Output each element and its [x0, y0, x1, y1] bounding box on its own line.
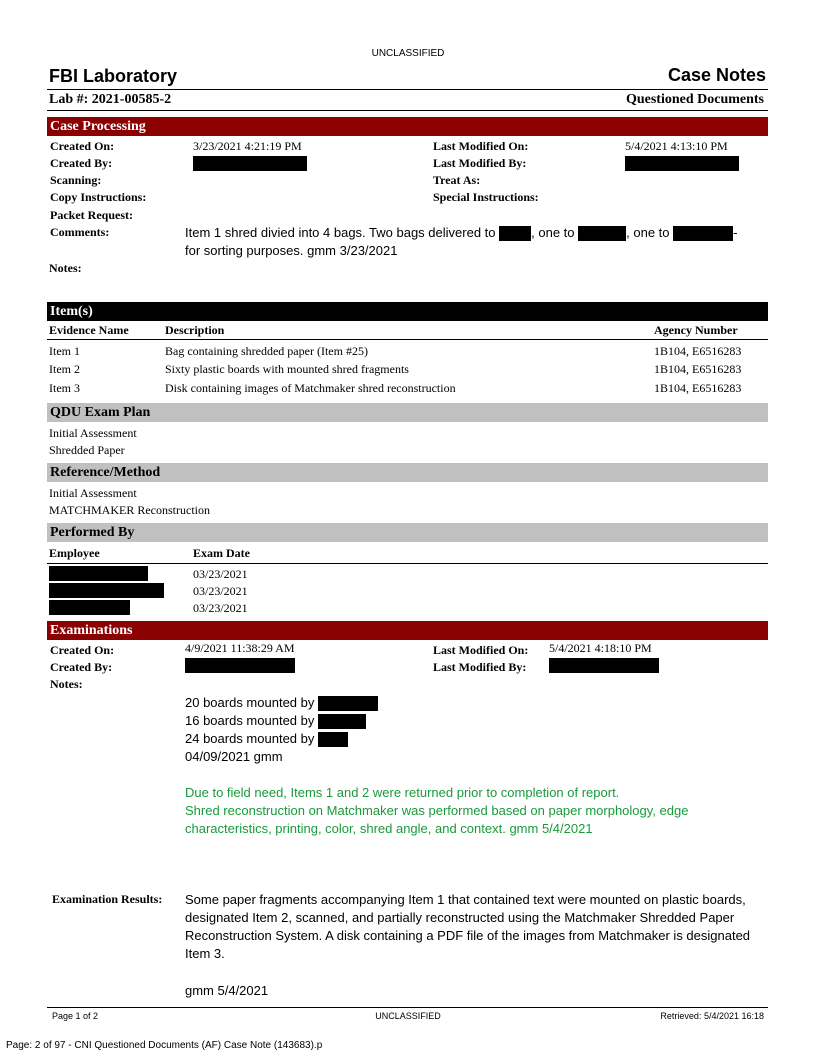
table-row-description: Sixty plastic boards with mounted shred fragments	[165, 362, 409, 376]
board-text: 24 boards mounted by	[185, 731, 315, 746]
created-by-label: Created By:	[50, 156, 113, 170]
redaction	[49, 566, 148, 581]
special-instructions-label: Special Instructions:	[433, 190, 539, 204]
table-row-name: Item 3	[49, 381, 80, 395]
packet-request-label: Packet Request:	[50, 208, 133, 222]
examinations-header: Examinations	[47, 621, 768, 640]
table-row-agency: 1B104, E6516283	[654, 362, 742, 376]
redaction	[578, 226, 626, 241]
green-note-line: characteristics, printing, color, shred angle, and context. gmm 5/4/2021	[185, 821, 593, 836]
redaction	[549, 658, 659, 673]
redaction	[193, 156, 307, 171]
comment-part: -	[733, 225, 738, 240]
comments-label: Comments:	[50, 225, 110, 239]
table-row-description: Bag containing shredded paper (Item #25)	[165, 344, 368, 358]
scanning-label: Scanning:	[50, 173, 102, 187]
redaction	[49, 583, 164, 598]
board-line	[185, 712, 366, 730]
items-header: Item(s)	[47, 302, 768, 321]
exam-last-modified-on-label: Last Modified On:	[433, 643, 529, 657]
retrieved-date: Retrieved: 5/4/2021 16:18	[660, 1011, 764, 1021]
redaction	[49, 600, 130, 615]
last-modified-on-label: Last Modified On:	[433, 139, 529, 153]
exam-results-sign: gmm 5/4/2021	[185, 983, 269, 998]
exam-date: 03/23/2021	[193, 567, 248, 581]
table-row-description: Disk containing images of Matchmaker shred reconstruction	[165, 381, 456, 395]
board-line	[185, 694, 378, 712]
board-line	[185, 730, 348, 748]
doc-type-title: Case Notes	[667, 65, 766, 85]
exam-date: 03/23/2021	[193, 584, 248, 598]
copy-instructions-label: Copy Instructions:	[50, 190, 147, 204]
exam-results-label: Examination Results:	[52, 892, 163, 906]
performed-rule	[47, 563, 768, 564]
exam-date: 03/23/2021	[193, 601, 248, 615]
last-modified-on-value: 5/4/2021 4:13:10 PM	[625, 139, 728, 153]
header-rule	[47, 89, 768, 90]
reference-line: Initial Assessment	[49, 486, 137, 500]
created-on-label: Created On:	[50, 139, 115, 153]
exam-plan-header: QDU Exam Plan	[47, 403, 768, 422]
note-date: 04/09/2021 gmm	[185, 749, 283, 764]
green-note-line: Shred reconstruction on Matchmaker was performed based on paper morphology, edge	[185, 803, 689, 818]
classification-top: UNCLASSIFIED	[371, 48, 445, 59]
redaction	[318, 696, 378, 711]
exam-last-modified-on-value: 5/4/2021 4:18:10 PM	[549, 641, 652, 655]
exam-results-line: Reconstruction System. A disk containing a PDF file of the images from Matchmaker is designated	[185, 928, 751, 943]
header-rule-2	[47, 110, 768, 111]
last-modified-by-label: Last Modified By:	[433, 156, 527, 170]
exam-created-on-label: Created On:	[50, 643, 115, 657]
exam-plan-line: Shredded Paper	[49, 443, 125, 457]
table-row-agency: 1B104, E6516283	[654, 344, 742, 358]
items-rule	[47, 339, 768, 340]
case-processing-header: Case Processing	[47, 117, 768, 136]
unit-name: Questioned Documents	[625, 92, 764, 107]
performed-by-header: Performed By	[47, 523, 768, 542]
redaction	[318, 732, 348, 747]
comment-part: Item 1 shred divied into 4 bags. Two bags delivered to	[185, 225, 496, 240]
page-number: Page 1 of 2	[52, 1011, 99, 1021]
exam-last-modified-by-label: Last Modified By:	[433, 660, 527, 674]
redaction	[185, 658, 295, 673]
board-text: 16 boards mounted by	[185, 713, 315, 728]
reference-header: Reference/Method	[47, 463, 768, 482]
viewer-page-label: Page: 2 of 97 - CNI Questioned Documents (AF) Case Note (143683).p	[6, 1040, 323, 1051]
performed-col-employee: Employee	[49, 546, 100, 560]
table-row-name: Item 1	[49, 344, 80, 358]
green-note-line: Due to field need, Items 1 and 2 were returned prior to completion of report.	[185, 785, 620, 800]
exam-notes-label: Notes:	[50, 677, 83, 691]
comments-text	[185, 224, 775, 242]
board-text: 20 boards mounted by	[185, 695, 315, 710]
org-title: FBI Laboratory	[49, 66, 178, 86]
comments-text-line2: for sorting purposes. gmm 3/23/2021	[185, 243, 398, 258]
items-col-description: Description	[165, 323, 225, 337]
exam-created-by-label: Created By:	[50, 660, 113, 674]
exam-results-line: Item 3.	[185, 946, 225, 961]
redaction	[499, 226, 531, 241]
exam-created-on-value: 4/9/2021 11:38:29 AM	[185, 641, 295, 655]
footer-rule	[47, 1007, 768, 1008]
created-on-value: 3/23/2021 4:21:19 PM	[193, 139, 302, 153]
reference-line: MATCHMAKER Reconstruction	[49, 503, 210, 517]
items-col-agency: Agency Number	[654, 323, 738, 337]
exam-plan-line: Initial Assessment	[49, 426, 137, 440]
comment-part: , one to	[626, 225, 670, 240]
table-row-agency: 1B104, E6516283	[654, 381, 742, 395]
redaction	[673, 226, 733, 241]
redaction	[318, 714, 366, 729]
exam-results-line: Some paper fragments accompanying Item 1 that contained text were mounted on plastic boards,	[185, 892, 746, 907]
lab-number: Lab #: 2021-00585-2	[49, 92, 172, 107]
exam-results-line: designated Item 2, scanned, and partially reconstructed using the Matchmaker Shredded Paper	[185, 910, 735, 925]
performed-col-date: Exam Date	[193, 546, 250, 560]
table-row-name: Item 2	[49, 362, 80, 376]
items-col-evidence: Evidence Name	[49, 323, 129, 337]
redaction	[625, 156, 739, 171]
treat-as-label: Treat As:	[433, 173, 481, 187]
classification-bottom: UNCLASSIFIED	[375, 1011, 441, 1021]
notes-label: Notes:	[49, 261, 82, 275]
comment-part: , one to	[531, 225, 575, 240]
